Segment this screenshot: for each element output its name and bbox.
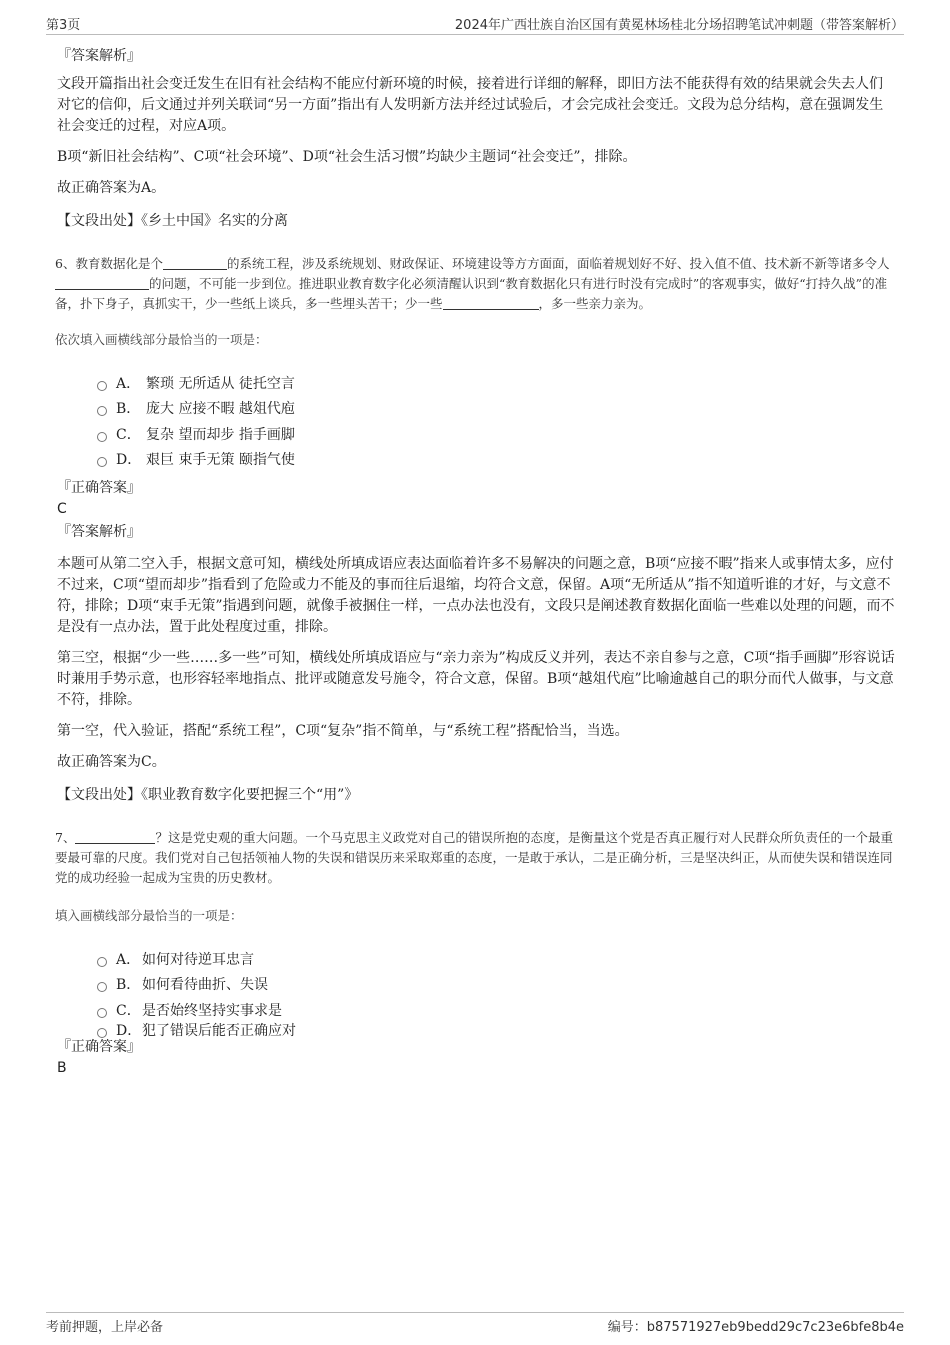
page-content — [57, 46, 895, 1077]
option-a[interactable]: A． 如何对待逆耳忠言 — [97, 946, 895, 972]
option-b[interactable]: B． 如何看待曲折、失误 — [97, 972, 895, 998]
analysis-paragraph: B项“新旧社会结构”、C项“社会环境”、D项“社会生活习惯”均缺少主题词“社会变迁”，排除。 — [57, 149, 637, 165]
option-c[interactable]: C． 复杂 望而却步 指手画脚 — [97, 421, 895, 447]
radio-icon[interactable] — [97, 1008, 107, 1018]
analysis-paragraph: 第三空，根据“少一些……多一些”可知，横线处所填成语应与“亲力亲为”构成反义并列，表达不亲自参与之意，C项“指手画脚”形容说话时兼用手势示意，也形容轻率地指点、批评或随意发号施令，符合文意，保留。B项“越俎代庖”比喻逾越自己的职分而代人做事，与文意不符，排除。 — [57, 650, 895, 708]
page-footer — [46, 1312, 904, 1336]
radio-icon[interactable] — [97, 457, 107, 467]
blank-1 — [163, 255, 227, 270]
option-d[interactable]: D． 艰巨 束手无策 颐指气使 — [97, 447, 895, 473]
source-citation: 【文段出处】《乡土中国》名实的分离 — [57, 213, 288, 229]
question-prompt: 填入画横线部分最恰当的一项是： — [55, 908, 243, 923]
radio-icon[interactable] — [97, 406, 107, 416]
source-citation: 【文段出处】《职业教育数字化要把握三个“用”》 — [57, 787, 359, 803]
option-a[interactable]: A． 繁琐 无所适从 徒托空言 — [97, 370, 895, 396]
analysis-paragraph: 故正确答案为A。 — [57, 180, 166, 196]
question-6-options — [97, 370, 895, 472]
blank-1 — [75, 829, 155, 844]
correct-answer-value: B — [57, 1059, 67, 1076]
blank-2 — [55, 275, 149, 290]
page-number: 第3页 — [46, 18, 81, 33]
analysis-paragraph: 本题可从第二空入手，根据文意可知，横线处所填成语应表达面临着许多不易解决的问题之意，B项“应接不暇”指来人或事情太多，应付不过来，C项“望而却步”指看到了危险或力不能及的事而往后退缩，均符合文意，保留。A项“无所适从”指不知道听谁的才好，与文意不符，排除；D项“束手无策”指遇到问题，就像手被捆住一样，一点办法也没有，文段只是阐述教育数据化面临一些难以处理的问题，而不是没有一点办法，置于此处程度过重，排除。 — [57, 556, 895, 635]
question-prompt: 依次填入画横线部分最恰当的一项是： — [55, 332, 268, 347]
correct-answer-value: C — [57, 501, 67, 517]
correct-answer-label: 『正确答案』 — [57, 480, 141, 496]
page-header — [46, 14, 904, 35]
analysis-paragraph: 故正确答案为C。 — [57, 754, 166, 770]
document-id: 编号：b87571927eb9bedd29c7c23e6bfe8b4e — [607, 1320, 904, 1335]
radio-icon[interactable] — [97, 381, 107, 391]
radio-icon[interactable] — [97, 982, 107, 992]
option-c[interactable]: C． 是否始终坚持实事求是 — [97, 997, 895, 1023]
radio-icon[interactable] — [97, 432, 107, 442]
option-b[interactable]: B． 庞大 应接不暇 越俎代庖 — [97, 396, 895, 422]
analysis-label: 『答案解析』 — [57, 48, 141, 64]
analysis-paragraph: 文段开篇指出社会变迁发生在旧有社会结构不能应付新环境的时候，接着进行详细的解释，即旧方法不能获得有效的结果就会失去人们对它的信仰，后文通过并列关联词“另一方面”指出有人发明新方法并经过试验后，才会完成社会变迁。文段为总分结构，意在强调发生社会变迁的过程，对应A项。 — [57, 76, 884, 134]
analysis-paragraph: 第一空，代入验证，搭配“系统工程”，C项“复杂”指不简单，与“系统工程”搭配恰当，当选。 — [57, 723, 629, 739]
question-6-text: 6、教育数据化是个 的系统工程，涉及系统规划、财政保证、环境建设等方方面面，面临着规划好不好、投入值不值、技术新不新等诸多令人的问题，不可能一步到位。推进职业教育数字化必须清醒认识到“教育数据化只有进行时没有完成时”的客观事实，做好“打持久战”的准备，扑下身子，真抓实干，少一些纸上谈兵，多一些埋头苦干；少一些 ，多一些亲力亲为。 — [55, 256, 890, 311]
document-title: 2024年广西壮族自治区国有黄冕林场桂北分场招聘笔试冲刺题（带答案解析） — [454, 18, 904, 33]
correct-answer-label: 『正确答案』 — [57, 1038, 141, 1055]
question-7-options — [97, 946, 895, 1037]
analysis-label: 『答案解析』 — [57, 524, 141, 540]
question-7-text: 7、 ？这是党史观的重大问题。一个马克思主义政党对自己的错误所抱的态度，是衡量这个党是否真正履行对人民群众所负责任的一个最重要最可靠的尺度。我们党对自己包括领袖人物的失误和错误历来采取郑重的态度，一是敢于承认，二是正确分析，三是坚决纠正，从而使失误和错误连同党的成功经验一起成为宝贵的历史教材。 — [55, 830, 893, 885]
blank-3 — [443, 295, 539, 310]
option-d[interactable]: D． 犯了错误后能否正确应对 — [97, 1023, 895, 1037]
radio-icon[interactable] — [97, 957, 107, 967]
footer-slogan: 考前押题，上岸必备 — [46, 1320, 164, 1335]
